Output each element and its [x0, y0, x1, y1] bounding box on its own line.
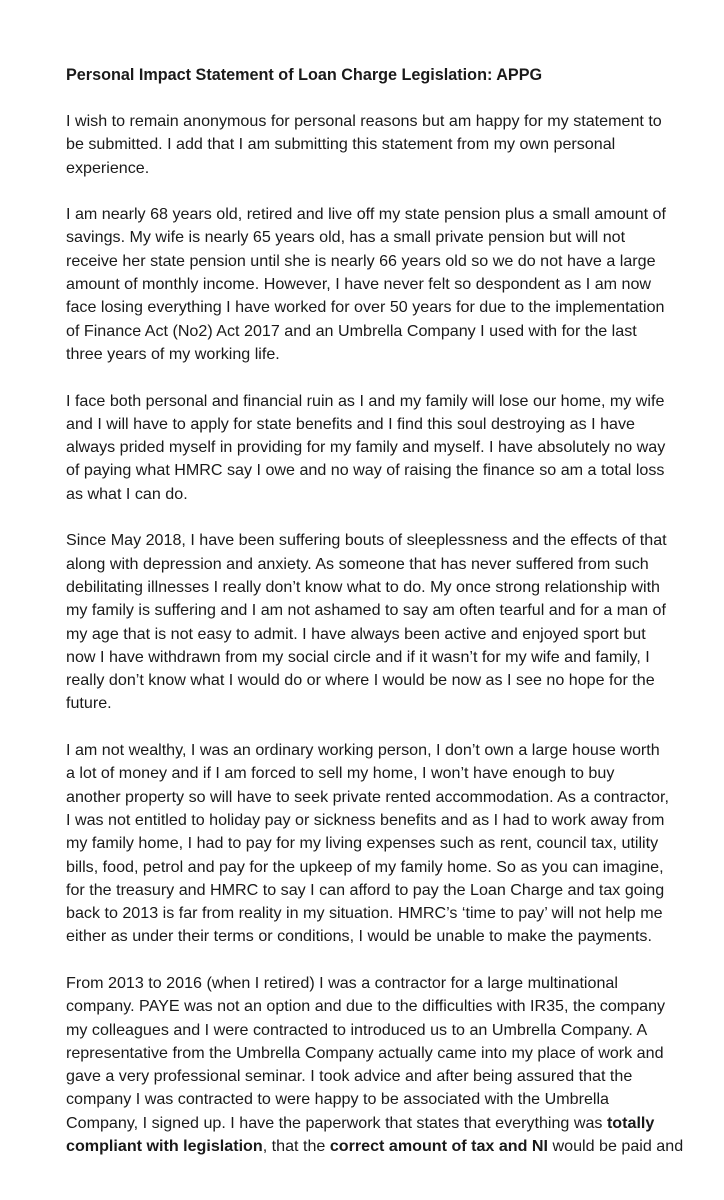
bold-text: totally [606, 1113, 655, 1132]
text-line: face losing everything I have worked for over 50 years for due to the implementation [66, 298, 665, 317]
text-line: three years of my working life. [66, 344, 280, 363]
text-line: along with depression and anxiety. As someone that has never suffered from such [66, 554, 649, 573]
text-line: I was not entitled to holiday pay or sickness benefits and as I had to work away from [66, 810, 665, 829]
paragraph-financial-ruin [66, 390, 696, 506]
text-segment: , that the [262, 1137, 330, 1156]
paragraph-not-wealthy [66, 739, 696, 949]
paragraph-anonymity [66, 110, 696, 180]
text-line: company I was contracted to were happy to be associated with the Umbrella [66, 1090, 609, 1109]
text-line: as what I can do. [66, 484, 188, 503]
text-line-with-bold [66, 1135, 696, 1158]
text-line: for the treasury and HMRC to say I can afford to pay the Loan Charge and tax going [66, 880, 665, 899]
text-line: a lot of money and if I am forced to sell my home, I won’t have enough to buy [66, 764, 615, 783]
bold-text: correct amount of tax and NI [329, 1137, 549, 1156]
text-line: I face both personal and financial ruin as I and my family will lose our home, my wife [66, 391, 665, 410]
text-line: now I have withdrawn from my social circle and if it wasn’t for my wife and family, I [66, 647, 650, 666]
text-line: company. PAYE was not an option and due to the difficulties with IR35, the company [66, 997, 666, 1016]
text-line: my colleagues and I were contracted to introduced us to an Umbrella Company. A [66, 1020, 648, 1039]
text-line: I am not wealthy, I was an ordinary working person, I don’t own a large house worth [66, 741, 660, 760]
document-title: Personal Impact Statement of Loan Charge Legislation: APPG [66, 66, 543, 84]
text-segment: would be paid and [548, 1137, 684, 1156]
text-line: always prided myself in providing for my family and myself. I have absolutely no way [66, 438, 666, 457]
text-line: be submitted. I add that I am submitting this statement from my own personal [66, 135, 616, 154]
text-line: of Finance Act (No2) Act 2017 and an Umbrella Company I used with for the last [66, 321, 637, 340]
text-line: either as under their terms or conditions, I would be unable to make the payments. [66, 927, 652, 946]
text-line: savings. My wife is nearly 65 years old, has a small private pension but will not [66, 228, 626, 247]
paragraph-health [66, 529, 696, 715]
text-line: experience. [66, 158, 150, 177]
text-line: of paying what HMRC say I owe and no way of raising the finance so am a total loss [66, 461, 665, 480]
text-line: amount of monthly income. However, I have never felt so despondent as I am now [66, 275, 652, 294]
text-line: I wish to remain anonymous for personal reasons but am happy for my statement to [66, 112, 662, 130]
text-line: my family is suffering and I am not ashamed to say am often tearful and for a man of [66, 601, 666, 620]
text-line: and I will have to apply for state benefits and I find this soul destroying as I have [66, 414, 635, 433]
bold-text: compliant with legislation [66, 1137, 263, 1156]
paragraph-age-income [66, 203, 696, 366]
text-line-with-bold [66, 1112, 696, 1135]
text-line: really don’t know what I would do or where I would be now as I see no hope for the [66, 671, 655, 690]
text-line: representative from the Umbrella Company actually came into my place of work and [66, 1043, 664, 1062]
text-line: Since May 2018, I have been suffering bouts of sleeplessness and the effects of that [66, 531, 667, 550]
paragraph-contractor-history [66, 972, 696, 1158]
text-line: my age that is not easy to admit. I have always been active and enjoyed sport but [66, 624, 646, 643]
text-line: I am nearly 68 years old, retired and live off my state pension plus a small amount of [66, 205, 666, 224]
text-segment: Company, I signed up. I have the paperwork that states that everything was [66, 1113, 603, 1132]
text-line: future. [66, 694, 112, 713]
text-line: another property so will have to seek private rented accommodation. As a contractor, [66, 787, 669, 806]
text-line: receive her state pension until she is nearly 66 years old so we do not have a large [66, 251, 656, 270]
text-line: bills, food, petrol and pay for the upkeep of my family home. So as you can imagine, [66, 857, 664, 876]
text-line: From 2013 to 2016 (when I retired) I was a contractor for a large multinational [66, 973, 618, 992]
text-line: back to 2013 is far from reality in my situation. HMRC’s ‘time to pay’ will not help me [66, 904, 663, 923]
text-line: gave a very professional seminar. I took advice and after being assured that the [66, 1067, 633, 1086]
text-line: my family home, I had to pay for my living expenses such as rent, council tax, utility [66, 834, 659, 853]
text-line: debilitating illnesses I really don’t know what to do. My once strong relationship with [66, 577, 660, 596]
